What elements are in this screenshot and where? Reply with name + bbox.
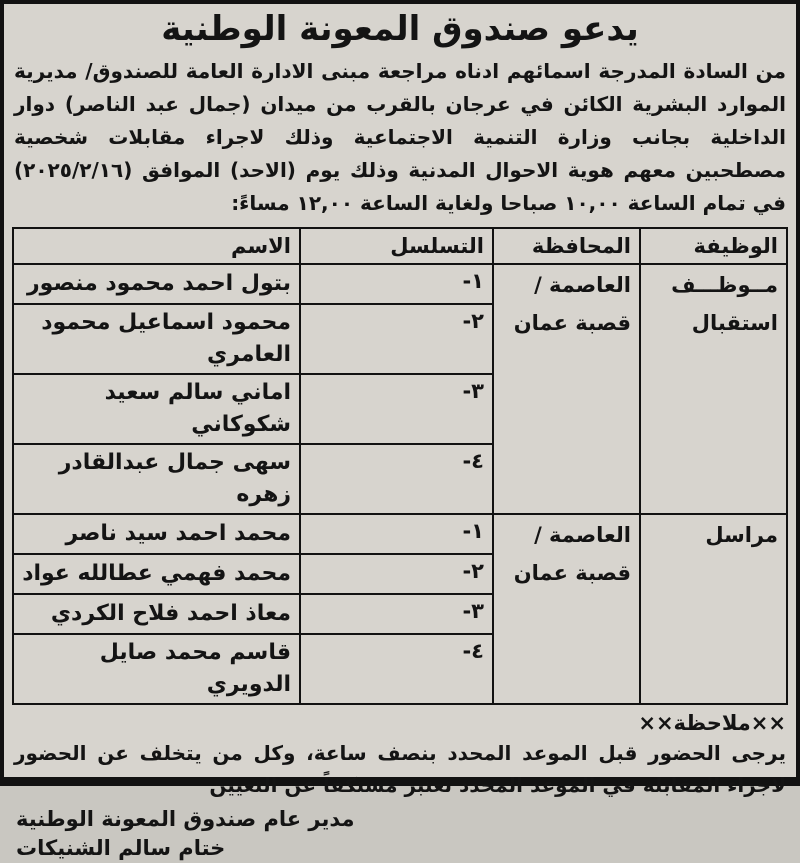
name-cell: بتول احمد محمود منصور bbox=[13, 264, 300, 304]
signature-title: مدير عام صندوق المعونة الوطنية bbox=[16, 807, 355, 831]
serial-cell: ٤- bbox=[300, 444, 493, 514]
candidates-table bbox=[12, 227, 788, 705]
name-cell: محمد احمد سيد ناصر bbox=[13, 514, 300, 554]
name-cell: قاسم محمد صايل الدويري bbox=[13, 634, 300, 704]
serial-cell: ١- bbox=[300, 264, 493, 304]
signature-block bbox=[16, 805, 786, 863]
serial-cell: ٣- bbox=[300, 594, 493, 634]
intro-paragraph bbox=[14, 55, 786, 220]
note-section bbox=[14, 709, 786, 801]
serial-cell: ٤- bbox=[300, 634, 493, 704]
name-cell: معاذ احمد فلاح الكردي bbox=[13, 594, 300, 634]
intro-line-1: من السادة المدرجة اسمائهم ادناه مراجعة مبنى الادارة العامة للصندوق/ مديرية bbox=[14, 59, 786, 83]
page-title: يدعو صندوق المعونة الوطنية bbox=[161, 9, 639, 49]
serial-cell: ٣- bbox=[300, 374, 493, 444]
intro-line-3: الداخلية بجانب وزارة التنمية الاجتماعية وذلك لاجراء مقابلات شخصية bbox=[14, 125, 786, 149]
serial-cell: ٢- bbox=[300, 304, 493, 374]
serial-cell: ٢- bbox=[300, 554, 493, 594]
intro-line-5: في تمام الساعة ١٠,٠٠ صباحا ولغاية الساعة ١٢,٠٠ مساءً: bbox=[231, 191, 786, 215]
intro-line-2: الموارد البشرية الكائن في عرجان بالقرب من ميدان (جمال عبد الناصر) دوار bbox=[14, 92, 786, 116]
name-cell: سهى جمال عبدالقادر زهره bbox=[13, 444, 300, 514]
governorate-cell-group1: العاصمة / قصبة عمان bbox=[493, 264, 640, 514]
name-cell: محمود اسماعيل محمود العامري bbox=[13, 304, 300, 374]
header-job: الوظيفة bbox=[640, 228, 787, 264]
signature-name: ختام سالم الشنيكات bbox=[16, 836, 226, 860]
table-header-row bbox=[13, 228, 787, 264]
governorate-cell-group2: العاصمة / قصبة عمان bbox=[493, 514, 640, 704]
intro-line-4: مصطحبين معهم هوية الاحوال المدنية وذلك يوم (الاحد) الموافق (٢٠٢٥/٢/١٦) bbox=[14, 158, 786, 182]
header-name: الاسم bbox=[13, 228, 300, 264]
job-cell-courier: مراسل bbox=[640, 514, 787, 704]
job-cell-receptionist: مــوظـــف استقبال bbox=[640, 264, 787, 514]
table-row bbox=[13, 264, 787, 304]
name-cell: محمد فهمي عطالله عواد bbox=[13, 554, 300, 594]
table-row bbox=[13, 514, 787, 554]
name-cell: اماني سالم سعيد شكوكاني bbox=[13, 374, 300, 444]
header-serial: التسلسل bbox=[300, 228, 493, 264]
note-title: ××ملاحظة×× bbox=[638, 711, 786, 735]
note-line-1: يرجى الحضور قبل الموعد المحدد بنصف ساعة، وكل من يتخلف عن الحضور bbox=[14, 741, 786, 765]
header-governorate: المحافظة bbox=[493, 228, 640, 264]
note-line-2: لاجراء المقابلة في الموعد المحدد تعتبر مستكفاً عن التعيين bbox=[209, 773, 786, 797]
serial-cell: ١- bbox=[300, 514, 493, 554]
